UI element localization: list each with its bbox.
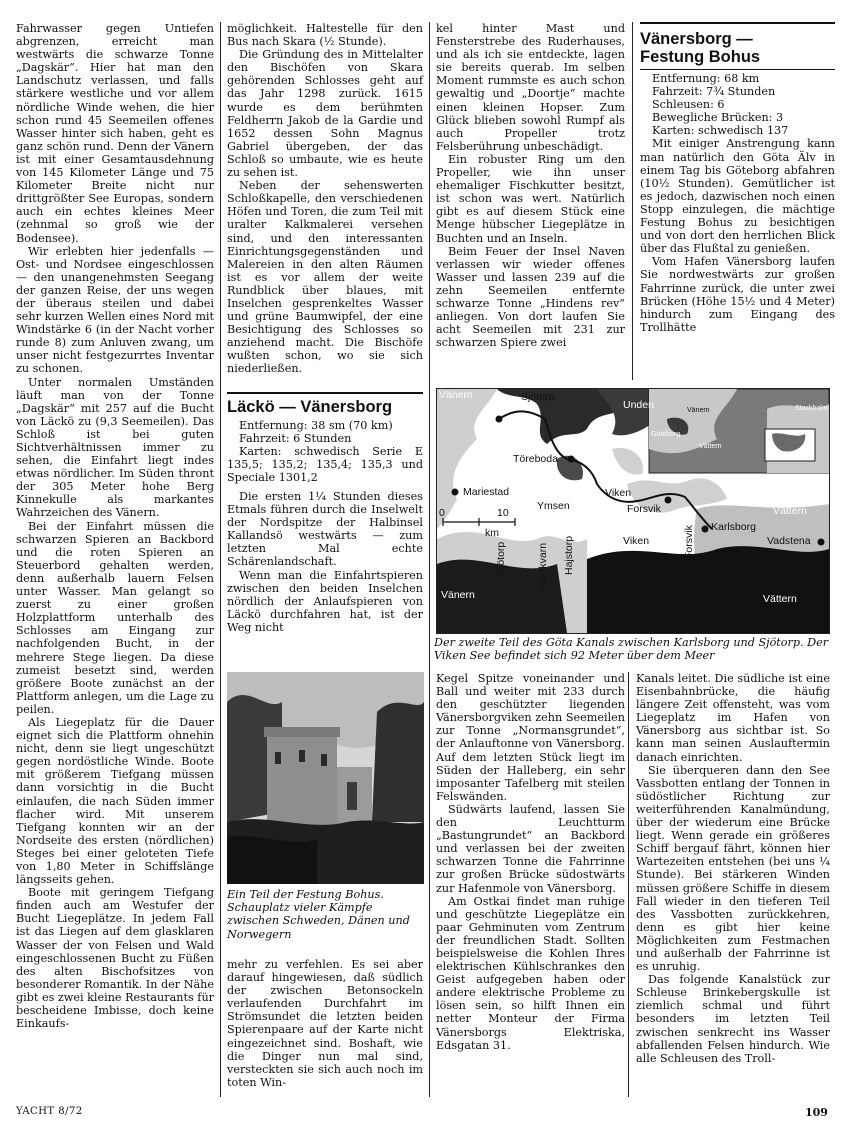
map-label: Forsvik [627,503,661,515]
column-2-bottom [227,958,423,1089]
map-label: Vadstena [767,535,811,547]
paragraph: Mit einiger Anstrengung kann man natürlich den Göta Älv in einem Tag bis Göteborg abfahren (10½ Stunden). Gemütlicher ist es jedoch, dazwischen noch einen Stopp einzulegen, die mächtige Festung Bohus zu besichtigen und von dort den herrlichen Blick über das Flußtal zu genießen. [640,137,835,256]
inset-label: Vättern [699,443,722,450]
info-line: Bewegliche Brücken: 3 [652,111,784,125]
paragraph: Sie überqueren dann den See Vassbotten entlang der Tonnen in südöstlicher Richtung zur weiterführenden Kanalmündung, über der wiederum eine Brücke liegt. Wenn gerade ein größeres Schiff bergauf fährt, können hier Wartezeiten entstehen (bei uns ¼ Stunde). Bei stärkeren Winden müssen größere Schiffe in diesem Fall wieder in den tieferen Teil des Vassbotten zurückkehren, denn es gibt hier keine Möglichkeiten zum Festmachen und außerhalb der Fahrrinne ist es unruhig. [636,763,830,974]
paragraph: Wir erlebten hier jedenfalls — Ost- und Nordsee eingeschlossen — den unangenehmsten Seegang der ganzen Reise, der uns wegen der überaus steilen und dabei sehr kurzen Wellen eines Nord mit Windstärke 6 (in der Nacht vorher runde 8) zum Anluven zwang, um unser nicht festgezurrtes Inventar zu schonen. [16,244,214,376]
map-label: Sjötorp [495,541,507,575]
town-mariestad [452,489,459,496]
paragraph: Beim Feuer der Insel Naven verlassen wir wieder offenes Wasser und lassen 239 auf die zehn Seemeilen entfernte schwarze Tonne „Hindens rev“ anliegen. Von dort laufen Sie acht Seemeilen mit 231 zur schwarzen Spiere zwei [436,244,625,350]
paragraph: Wenn man die Einfahrtspieren zwischen den beiden Inselchen nördlich der Anlaufspieren von Läckö durchfahren hat, ist der Weg nicht [227,568,423,634]
column-4-lower [636,672,830,1065]
map-label: Viken [623,535,650,547]
scale-label: 0 [439,507,445,519]
bohus-fortress-photo [227,672,424,884]
column-rule-1 [220,22,221,1097]
paragraph: Neben der sehenswerten Schloßkapelle, den verschiedenen Höfen und Toren, die zum Teil mit uralter Kalkmalerei versehen sind, und den interessanten Einrichtungsgegenständen und Malereien in den alten Räumen ist es vor allem der weite Rundblick über blaues, mit Inselchen gesprenkeltes Wasser und grüne Baumwipfel, der eine Besichtigung des Schlosses so anziehend macht. Die Bischöfe wußten schon, wo sie sich niederließen. [227,179,423,376]
paragraph: mehr zu verfehlen. Es sei aber darauf hingewiesen, daß südlich der zwischen Betonsockeln verlaufenden Durchfahrt im Strömsundet die letzten beiden Spierenpaare auf der Karte nicht eingezeichnet sind. Boshaft, wie die Dinger nun mal sind, versteckten sie sich auch noch im toten Win- [227,958,423,1089]
map-label: Töreboda [513,453,558,465]
scale-label: 10 [497,507,509,519]
section-heading: Läckö — Vänersborg [227,397,393,416]
photo-caption: Ein Teil der Festung Bohus. Schauplatz vieler Kämpfe zwischen Schweden, Dänen und Norwegern [227,888,410,941]
paragraph: Boote mit geringem Tiefgang finden auch am Westufer der Bucht Liegeplätze. In jedem Fall ist das Liegen auf dem glasklaren Wasser der von Felsen und Wald eingeschlossenen Bucht zu Füßen des alten Bischofsitzes von besonderer Romantik. In der Nähe gibt es zwei kleine Restaurants für bescheidene Imbisse, doch keine Einkaufs- [16,886,214,1031]
paragraph: möglichkeit. Haltestelle für den Bus nach Skara (½ Stunde). [227,22,423,49]
paragraph: Die Gründung des in Mittelalter den Bischöfen von Skara gehörenden Schlosses geht auf das Jahr 1298 zurück. 1615 wurde es dem berühmten Feldherrn Jakob de la Gardie und 1652 dessen Sohn Magnus Gabriel übergeben, der das Schloß so umbaute, wie es heute zu sehen ist. [227,48,423,180]
town-karlsborg [702,526,709,533]
map-label: Vättern [763,593,797,605]
info-line: Karten: schwedisch 137 [652,124,789,138]
info-line: Karten: schwedisch Serie E 135,5; 135,2; 135,4; 135,3 und Speciale 1301,2 [227,444,423,484]
paragraph: Bei der Einfahrt müssen die schwarzen Spieren an Backbord und die roten Spieren an Steuerbord gehalten werden, denn außerhalb lauern Felsen unter Wasser. Man gelangt so zuerst zu einer großen Holzplattform unterhalb des Schlosses am Eingang zur nachfolgenden Bucht, in der mehrere Stege liegen. Da diese zumeist besetzt sind, werden größere Boote zunächst an der Plattform anlegen, um die Lage zu peilen. [16,519,214,716]
map-label: Vättern [773,505,807,517]
column-3-lower [436,672,625,1052]
inset-label: Göteborg [651,431,681,438]
section-rule [227,392,423,394]
paragraph: kel hinter Mast und Fensterstrebe des Ruderhauses, und als ich sie entdeckte, lagen sie bereits querab. Im selben Moment rummste es auch schon gewaltig und „Doortje“ machte einen kleinen Hopser. Zum Glück blieben sowohl Rumpf als auch Propeller trotz Felsberührung unbeschädigt. [436,22,625,153]
info-line: Fahrzeit: 6 Stunden [239,431,352,445]
map-label: Hajstorp [563,535,575,575]
paragraph: Kegel Spitze voneinander und Ball und weiter mit 233 durch den geschützter liegenden Vänersborgviken zehn Seemeilen zur Tonne „Normansgrundet“, der Anlauftonne von Vänersborg. Auf dem letzten Stück liegt im Süden der Halleberg, ein sehr imposanter Tafelberg mit steilen Felswänden. [436,672,625,803]
column-1 [16,22,214,1030]
page-number: 109 [805,1106,828,1119]
info-line: Entfernung: 68 km [652,72,760,85]
map-label: Viken [605,487,632,499]
map-caption: Der zweite Teil des Göta Kanals zwischen Karlsborg und Sjötorp. Der Viken See befindet sich 92 Meter über dem Meer [434,636,829,663]
fortress-illustration [227,672,424,884]
paragraph: Fahrwasser gegen Untiefen abgrenzen, erreicht man westwärts die schwarze Tonne „Dagskär“. Hier hat man den Landschutz verlassen, und falls stärkere westliche und vor allem nördliche Winde wehen, die hier schon rund 45 Seemeilen offenes Wasser hinter sich haben, geht es ganz schön rund. Denn der Vänern ist mit einer Gesamtausdehnung von 145 Kilometer Länge und 75 Kilometer Breite nicht nur drittgrößter See Europas, sondern auch ein echtes kleines Meer (zehnmal so groß wie der Bodensee). [16,22,214,245]
town-forsvik [665,497,672,504]
info-line: Schleusen: 6 [652,98,725,112]
map-label: Ymsen [537,500,570,512]
column-2 [227,22,423,634]
magazine-footer: YACHT 8/72 [16,1106,83,1117]
info-line: Entfernung: 38 sm (70 km) [239,418,393,432]
inset-label: Stockholm [795,405,828,412]
column-rule-3 [632,22,633,380]
column-3 [436,22,625,349]
map-label: Forsvik [683,525,695,559]
section-rule [640,69,835,70]
map-label: Norrkvarn [537,542,549,589]
section-rule [640,22,835,24]
map-label: Mariestad [463,486,510,498]
section-heading-line1: Vänersborg — [640,30,753,48]
map-label: Vänern [439,389,473,401]
map-label: Sjötorp [521,391,555,403]
paragraph: Ein robuster Ring um den Propeller, wie ihn unser ehemaliger Fischkutter besitzt, ist schon was wert. Natürlich gibt es auf diesem Stück eine Menge hübscher Liegeplätze in Buchten und an Inseln. [436,152,625,245]
column-rule-2 [429,22,430,1097]
info-line: Fahrzeit: 7¾ Stunden [652,85,776,99]
map-label: Unden [623,399,654,411]
map-label: Vänern [441,589,475,601]
gota-canal-map [436,388,830,634]
section-heading-line2: Festung Bohus [640,48,761,66]
paragraph: Am Ostkai findet man ruhige und geschützte Liegeplätze ein paar Gehminuten vom Zentrum der freundlichen Stadt. Sollten beispielsweise die Kohlen Ihres elektrischen Kühlschrankes den Geist aufgegeben haben oder andere elektrische Probleme zu lösen sein, so hilft Ihnen ein netter Monteur der Firma Vänersborgs Elektriska, Edsgatan 31. [436,894,625,1052]
paragraph: Unter normalen Umständen läuft man von der Tonne „Dagskär“ mit 257 auf die Bucht von Läckö zu (9,3 Seemeilen). Das Schloß ist bei guten Sichtverhältnissen immer zu sehen, die Einfahrt liegt indes etwas nördlicher. Im Süden thront der 305 Meter hohe Berg Kinnekulle als markantes Wahrzeichen des Vänern. [16,375,214,520]
column-4 [640,22,835,334]
town-vadstena [818,539,825,546]
paragraph: Vom Hafen Vänersborg laufen Sie nordwestwärts zur großen Fahrrinne zurück, die unter zwei Brücken (Höhe 15½ und 4 Meter) hindurch zum Eingang des Trollhätte [640,255,835,334]
paragraph: Als Liegeplatz für die Dauer eignet sich die Plattform ohnehin nicht, denn sie liegt ungeschützt gegen nordöstliche Winde. Boote mit größerem Tiefgang müssen dann vorsichtig in die Bucht einlaufen, die nach Süden immer flacher wird. Mit unserem Tiefgang konnten wir an der Nordseite des ersten (nördlichen) Steges bei einer geloteten Tiefe von 1,80 Meter in Schiffslänge längsseits gehen. [16,715,214,887]
paragraph: Südwärts laufend, lassen Sie den Leuchtturm „Bastungrundet“ an Backbord und verlassen bei der zweiten schwarzen Tonne die Fahrrinne zur großen Brücke südostwärts zur Hafenmole von Vänersborg. [436,802,625,895]
scale-unit: km [485,527,499,539]
inset-label: Vänern [687,407,710,414]
map-label: Karlsborg [711,521,756,533]
town-sjotorp [496,416,503,423]
column-rule-3b [628,672,629,1097]
paragraph: Das folgende Kanalstück zur Schleuse Brinkebergskulle ist ziemlich schmal und führt besonders im letzten Teil zwischen senkrecht ins Wasser abfallenden Felsen hindurch. Wie alle Schleusen des Troll- [636,973,830,1065]
paragraph: Kanals leitet. Die südliche ist eine Eisenbahnbrücke, die häufig längere Zeit offensteht, was vom Liegeplatz im Hafen von Vänersborg aus sichtbar ist. So kann man seinen Auslauftermin danach einrichten. [636,672,830,764]
town-toreboda [568,456,575,463]
paragraph: Die ersten 1¼ Stunden dieses Etmals führen durch die Inselwelt der Nordspitze der Halbinsel Kallandsö westwärts — zum letzten Mal echte Schärenlandschaft. [227,490,423,569]
